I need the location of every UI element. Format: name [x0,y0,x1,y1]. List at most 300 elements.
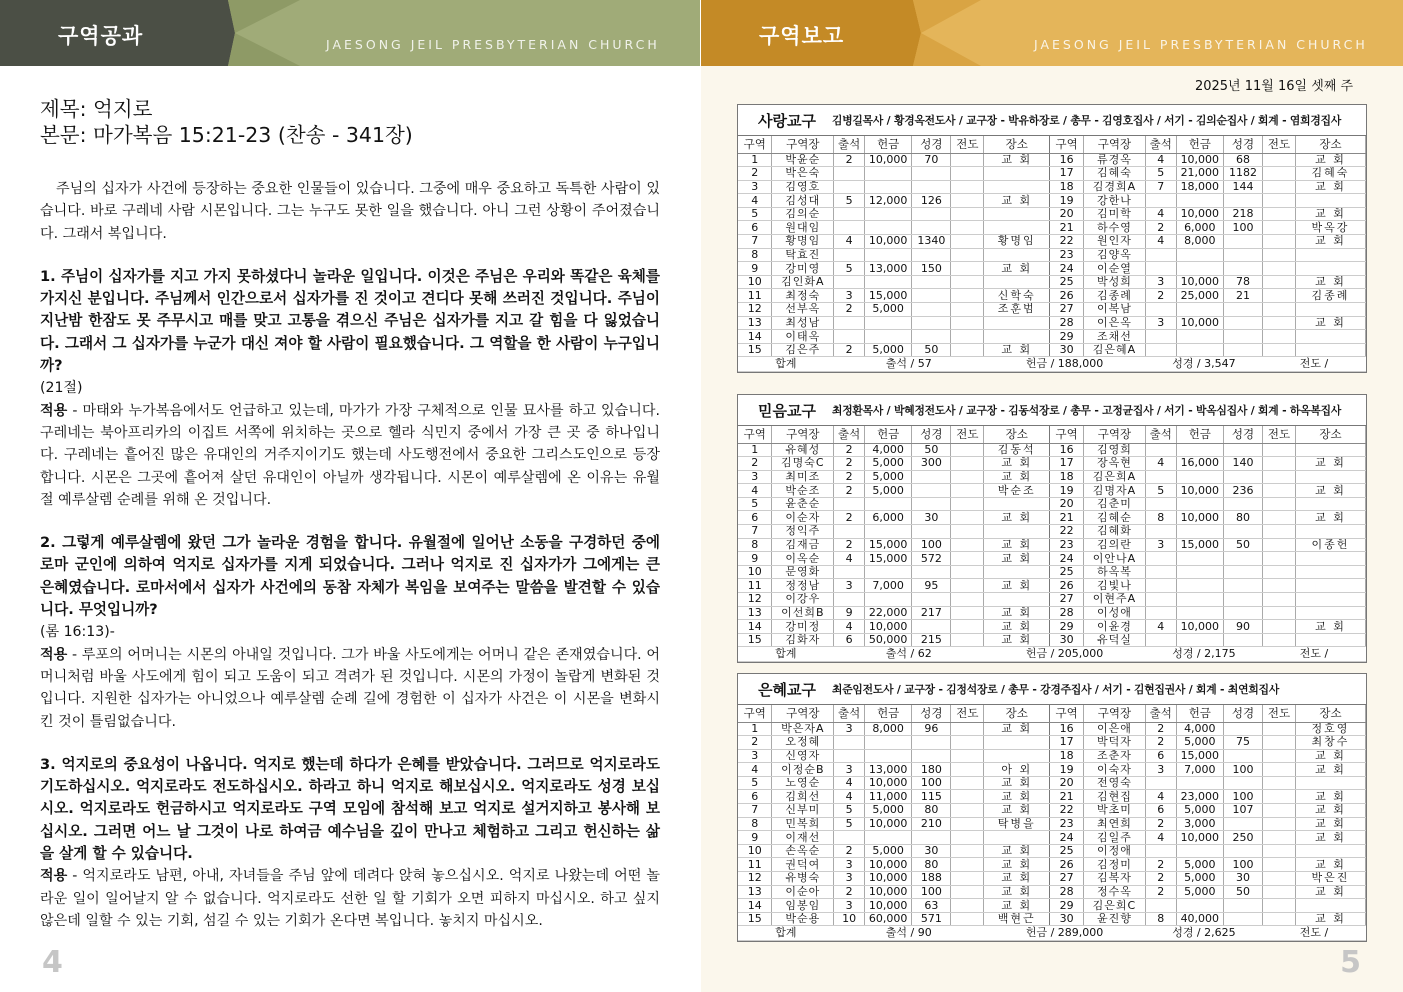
table-cell: 이옥순 [772,552,834,566]
lesson-body [40,96,660,932]
table-cell: 25 [1050,844,1084,858]
table-cell [912,749,951,763]
table-cell: 김종례 [1084,289,1146,303]
table-cell [1223,525,1262,539]
column-header: 성경 [912,136,951,153]
table-cell: 100 [1223,763,1262,777]
table-cell: 30 [912,844,951,858]
table-cell [1176,565,1223,579]
table-cell [951,899,984,913]
table-cell: 김미학 [1084,207,1146,221]
table-cell [1263,565,1296,579]
table-cell: 황명임 [984,235,1050,249]
table-cell [1263,722,1296,736]
table-cell [951,817,984,831]
table-cell: 박초미 [1084,804,1146,818]
table-cell [834,221,865,235]
table-cell [1176,470,1223,484]
district-name: 믿음교구 [758,401,816,420]
table-cell: 류경옥 [1084,153,1146,167]
table-cell [951,579,984,593]
table-cell: 10,000 [865,235,912,249]
table-cell [834,275,865,289]
table-cell [912,289,951,303]
table-cell: 10,000 [1176,484,1223,498]
lesson-title: 제목: 억지로 [40,97,153,121]
column-header: 장소 [1295,136,1365,153]
column-header: 헌금 [865,705,912,722]
table-cell: 17 [1050,736,1084,750]
column-header: 구역 [738,705,772,722]
table-cell: 10,000 [865,872,912,886]
table-header-row [738,136,1366,153]
table-cell: 9 [738,552,772,566]
table-cell: 교 회 [1295,153,1365,167]
table-cell [951,763,984,777]
table-cell [984,167,1050,181]
table-cell: 김춘미 [1084,497,1146,511]
total-attendance: 출석 / 57 [834,357,984,372]
table-cell: 17 [1050,167,1084,181]
table-cell: 10 [738,275,772,289]
column-header: 구역 [738,136,772,153]
table-cell [1145,248,1176,262]
table-cell: 이은옥 [1084,316,1146,330]
table-cell: 정정남 [772,579,834,593]
table-cell [834,248,865,262]
table-cell: 4 [1145,620,1176,634]
table-cell: 188 [912,872,951,886]
table-row [738,484,1366,498]
apply-text: - 마태와 누가복음에서도 언급하고 있는데, 마가가 가장 구체적으로 인물 묘사를 하고 있습니다. 구레네는 북아프리카의 이집트 서쪽에 위치하는 곳으로 헬라 식민지 중에서 가장 큰 곳 중 하나입니다. 구레네는 흩어진 많은 유대인의 거주지이기도 했는데 사도행전에서 중요한 그리스도인으로 등장합니다. 시몬은 그곳에 흩어져 살던 유대인이 아닐까 생각됩니다. 시몬이 예루살렘에 온 이유는 유월절 예루살렘 순례를 위해 온 것입니다. [40,402,660,508]
table-cell: 28 [1050,606,1084,620]
table-cell: 19 [1050,194,1084,208]
table-cell: 강미정 [772,620,834,634]
table-cell [834,330,865,344]
table-cell [1145,262,1176,276]
table-cell [984,330,1050,344]
table-cell: 7,000 [1176,763,1223,777]
point-reference: (롬 16:13)- [40,624,115,641]
table-cell: 5 [1145,484,1176,498]
table-cell: 10,000 [865,776,912,790]
district-table [738,426,1366,662]
table-cell [984,593,1050,607]
table-row [738,207,1366,221]
table-row [738,153,1366,167]
table-cell: 5,000 [865,804,912,818]
table-cell: 최미조 [772,470,834,484]
table-cell: 2 [834,885,865,899]
table-row [738,831,1366,845]
table-cell: 교 회 [1295,763,1365,777]
table-cell: 교 회 [1295,511,1365,525]
table-cell [1295,776,1365,790]
table-cell [951,831,984,845]
table-cell [1223,235,1262,249]
table-cell: 3 [1145,275,1176,289]
table-cell [1223,579,1262,593]
point-application [40,865,660,932]
table-cell: 571 [912,912,951,926]
table-cell [865,497,912,511]
table-cell: 4 [1145,457,1176,471]
district-block-grace [737,673,1367,942]
column-header: 헌금 [865,426,912,443]
table-cell: 4 [834,552,865,566]
table-cell: 30 [912,511,951,525]
table-cell: 10,000 [1176,511,1223,525]
table-cell: 18 [1050,470,1084,484]
table-cell [951,776,984,790]
table-cell: 교 회 [1295,804,1365,818]
table-cell: 14 [738,620,772,634]
table-cell: 4 [1145,235,1176,249]
table-row [738,457,1366,471]
table-cell [1176,899,1223,913]
lesson-scripture: 본문: 마가복음 15:21-23 (찬송 - 341장) [40,123,413,147]
total-label: 합계 [738,926,834,941]
table-cell: 100 [1223,858,1262,872]
table-cell: 이안나A [1084,552,1146,566]
apply-text: - 억지로라도 남편, 아내, 자녀들을 주님 앞에 데려다 앉혀 놓으십시오. 억지로 나왔는데 어떤 놀라운 일이 일어날지 알 수 없습니다. 억지로라도 선한 일 할 기회가 오면 피하지 마십시오. 하고 싶지 않은데 일할 수 있는 기회, 섬길 수 있는 기회가 온다면 복입니다. 놓치지 마십시오. [40,868,660,929]
table-cell [951,180,984,194]
table-cell: 22 [1050,525,1084,539]
table-cell: 5,000 [1176,804,1223,818]
table-cell: 2 [834,457,865,471]
table-cell [951,470,984,484]
table-cell [1176,248,1223,262]
column-header: 구역 [1050,136,1084,153]
table-cell [1295,470,1365,484]
point-heading: 2. 그렇게 예루살렘에 왔던 그가 놀라운 경험을 합니다. 유월절에 일어난 소동을 구경하던 중에 로마 군인에 의하여 억지로 십자가를 지게 되었습니다. 그러나 억지로 진 십자가가 그에게는 큰 은혜였습니다. 로마서에서 십자가 사건에의 동참 자체가 복임을 보여주는 말씀을 발견할 수 있습니다. 무엇입니까? [40,534,660,619]
table-cell: 3 [834,763,865,777]
table-cell [834,593,865,607]
column-header: 출석 [1145,426,1176,443]
table-cell [1263,525,1296,539]
table-cell: 25,000 [1176,289,1223,303]
table-cell: 10,000 [865,817,912,831]
column-header: 구역 [1050,426,1084,443]
table-cell: 10,000 [1176,316,1223,330]
table-cell: 28 [1050,316,1084,330]
table-cell: 4 [1145,207,1176,221]
table-cell: 6 [1145,804,1176,818]
table-cell [951,248,984,262]
table-cell: 20 [1050,497,1084,511]
table-cell [951,804,984,818]
column-header: 전도 [1263,426,1296,443]
table-cell: 박순조 [984,484,1050,498]
table-row [738,552,1366,566]
totals-row [738,647,1366,662]
table-cell: 강미영 [772,262,834,276]
right-church-name: JAESONG JEIL PRESBYTERIAN CHURCH [1034,37,1368,52]
table-cell: 3 [834,722,865,736]
table-row [738,565,1366,579]
table-cell [1263,858,1296,872]
table-cell: 6 [1145,749,1176,763]
table-cell: 김영희 [1084,443,1146,457]
table-cell [984,221,1050,235]
left-banner [0,0,700,66]
table-cell: 손옥순 [772,844,834,858]
total-evangelism: 전도 / [1263,926,1366,941]
table-cell: 김종례 [1295,289,1365,303]
table-cell [1223,817,1262,831]
table-cell: 유병숙 [772,872,834,886]
table-row [738,343,1366,357]
table-cell [865,248,912,262]
total-evangelism: 전도 / [1263,647,1366,662]
table-cell: 95 [912,579,951,593]
table-cell: 90 [1223,620,1262,634]
table-cell: 이정애 [1084,844,1146,858]
table-cell [1263,457,1296,471]
table-cell: 5 [738,207,772,221]
table-cell [865,525,912,539]
table-row [738,221,1366,235]
table-cell [1295,330,1365,344]
table-cell: 150 [912,262,951,276]
table-cell: 26 [1050,579,1084,593]
table-cell [912,497,951,511]
column-header: 출석 [1145,705,1176,722]
table-cell: 7 [738,235,772,249]
table-cell: 10 [738,565,772,579]
table-cell: 2 [738,167,772,181]
table-cell: 2 [834,443,865,457]
table-cell: 김현집 [1084,790,1146,804]
point-reference: (21절) [40,380,83,397]
total-attendance: 출석 / 62 [834,647,984,662]
table-row [738,525,1366,539]
table-cell [865,749,912,763]
table-cell: 60,000 [865,912,912,926]
table-row [738,180,1366,194]
table-cell: 유혜성 [772,443,834,457]
table-cell: 김일주 [1084,831,1146,845]
table-cell: 8 [1145,912,1176,926]
table-cell: 교 회 [984,885,1050,899]
table-cell [951,443,984,457]
apply-text: - 루포의 어머니는 시몬의 아내일 것입니다. 그가 바울 사도에게는 어머니 같은 존재였습니다. 어머니처럼 바울 사도에게 힘이 되고 도움이 되고 격려가 된 것입니다. 시몬의 가정이 놀랍게 변화된 것입니다. 지원한 십자가는 아니었으나 예루살렘 순례 길에 경험한 이 십자가 사건은 이 시몬을 변화시킨 것이 틀림없습니다. [40,646,660,730]
table-cell: 29 [1050,330,1084,344]
table-cell: 교 회 [984,858,1050,872]
table-cell: 15 [738,343,772,357]
table-row [738,330,1366,344]
table-cell [912,736,951,750]
column-header: 장소 [984,426,1050,443]
column-header: 구역장 [1084,705,1146,722]
table-cell: 교 회 [1295,484,1365,498]
column-header: 헌금 [1176,705,1223,722]
table-row [738,497,1366,511]
table-cell: 교 회 [1295,831,1365,845]
lesson-point-3 [40,754,660,932]
table-cell: 교 회 [1295,620,1365,634]
table-row [738,790,1366,804]
table-cell: 19 [1050,763,1084,777]
total-offering: 헌금 / 205,000 [984,647,1145,662]
table-cell [1263,790,1296,804]
table-cell [951,736,984,750]
table-cell: 40,000 [1176,912,1223,926]
table-cell [1263,593,1296,607]
column-header: 구역장 [772,426,834,443]
table-cell: 29 [1050,899,1084,913]
table-cell: 김인화A [772,275,834,289]
table-cell: 6 [738,790,772,804]
table-cell [834,565,865,579]
table-cell [1223,303,1262,317]
table-cell: 22 [1050,804,1084,818]
table-cell: 78 [1223,275,1262,289]
table-cell: 3 [1145,763,1176,777]
table-cell [912,248,951,262]
table-cell [1263,275,1296,289]
table-cell [1176,633,1223,647]
table-cell [984,749,1050,763]
table-cell: 교 회 [984,343,1050,357]
table-cell: 교 회 [1295,817,1365,831]
column-header: 구역 [1050,705,1084,722]
table-cell: 7 [1145,180,1176,194]
table-cell: 신영자 [772,749,834,763]
table-row [738,303,1366,317]
table-cell: 김영호 [772,180,834,194]
table-cell: 14 [738,899,772,913]
table-cell: 2 [1145,722,1176,736]
table-cell [1263,316,1296,330]
table-cell: 13 [738,316,772,330]
table-cell [1295,552,1365,566]
table-cell: 63 [912,899,951,913]
table-cell: 1 [738,722,772,736]
table-cell: 23 [1050,817,1084,831]
table-cell: 24 [1050,262,1084,276]
table-cell: 8 [738,248,772,262]
table-cell [1295,248,1365,262]
table-cell: 12 [738,303,772,317]
table-cell: 30 [1050,633,1084,647]
table-cell: 215 [912,633,951,647]
table-row [738,275,1366,289]
table-cell: 김희선 [772,790,834,804]
district-name: 은혜교구 [758,680,816,699]
table-row [738,470,1366,484]
table-cell: 2 [834,538,865,552]
table-cell [834,316,865,330]
table-cell: 조훈범 [984,303,1050,317]
district-header [738,105,1366,136]
column-header: 성경 [912,426,951,443]
table-cell [951,289,984,303]
table-cell [1263,620,1296,634]
table-cell: 4 [834,776,865,790]
table-cell [1145,844,1176,858]
table-cell [1223,899,1262,913]
table-cell [951,497,984,511]
table-cell: 23,000 [1176,790,1223,804]
table-cell [1223,497,1262,511]
table-cell [834,497,865,511]
table-cell [1223,343,1262,357]
table-cell [1263,579,1296,593]
table-cell [1223,248,1262,262]
table-cell [1145,443,1176,457]
column-header: 출석 [834,136,865,153]
table-cell: 8,000 [1176,235,1223,249]
table-cell: 13 [738,885,772,899]
table-row [738,817,1366,831]
table-cell: 탁효진 [772,248,834,262]
table-cell [951,872,984,886]
table-cell [912,275,951,289]
table-cell: 김의란 [1084,538,1146,552]
table-row [738,804,1366,818]
table-row [738,579,1366,593]
table-cell [984,275,1050,289]
table-cell: 50 [1223,885,1262,899]
table-cell [1176,303,1223,317]
column-header: 출석 [834,426,865,443]
column-header: 장소 [984,705,1050,722]
table-cell: 4 [738,194,772,208]
table-cell: 16,000 [1176,457,1223,471]
table-cell: 18 [1050,749,1084,763]
table-cell [951,221,984,235]
table-cell [951,749,984,763]
table-cell: 13 [738,606,772,620]
table-cell: 이태옥 [772,330,834,344]
table-cell [865,565,912,579]
table-cell [951,275,984,289]
table-cell: 이윤경 [1084,620,1146,634]
table-cell: 15 [738,912,772,926]
table-cell [984,497,1050,511]
table-cell: 2 [1145,858,1176,872]
column-header: 헌금 [1176,136,1223,153]
table-cell [865,275,912,289]
table-cell: 5,000 [1176,885,1223,899]
table-cell [984,180,1050,194]
table-cell [984,316,1050,330]
table-cell: 교 회 [1295,912,1365,926]
table-cell: 218 [1223,207,1262,221]
table-cell: 박성희 [1084,275,1146,289]
table-cell: 11 [738,579,772,593]
left-page-number: 4 [42,945,63,980]
table-cell: 교 회 [984,262,1050,276]
table-cell: 교 회 [984,457,1050,471]
table-cell: 2 [834,511,865,525]
table-cell: 25 [1050,275,1084,289]
table-cell: 2 [738,736,772,750]
table-cell [1223,749,1262,763]
table-cell [1176,525,1223,539]
table-cell: 교 회 [1295,180,1365,194]
table-cell: 11 [738,858,772,872]
table-cell: 3 [834,858,865,872]
table-cell: 조채선 [1084,330,1146,344]
table-cell: 10,000 [1176,620,1223,634]
table-cell [834,167,865,181]
table-cell: 22,000 [865,606,912,620]
table-cell: 10,000 [1176,207,1223,221]
table-cell: 26 [1050,289,1084,303]
table-cell [1263,289,1296,303]
